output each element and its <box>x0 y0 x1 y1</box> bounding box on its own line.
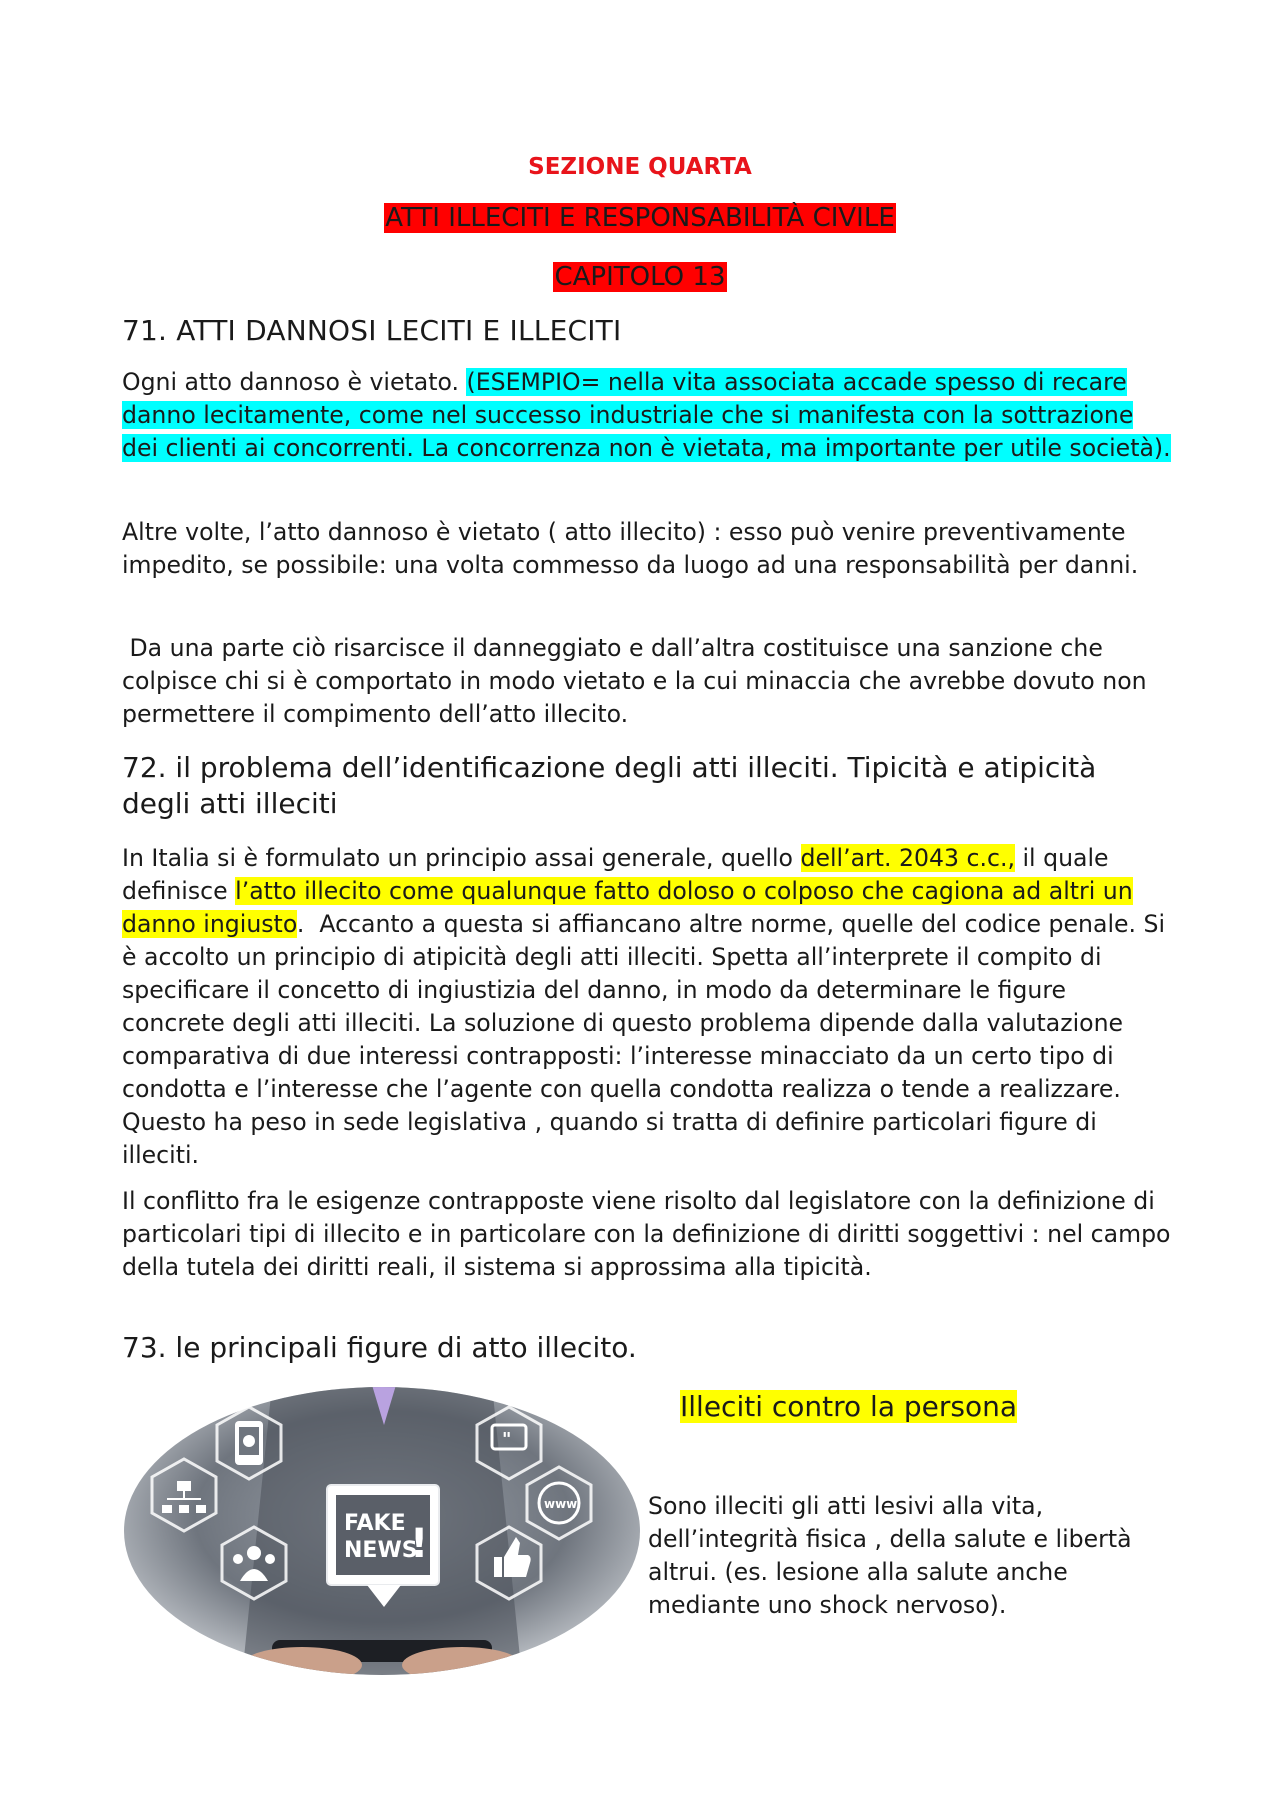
p72-c: . Accanto a questa si affiancano altre norme, quelle del codice penale. Si è accolto un principio di atipicità degli atti illeciti. Spetta all’interprete il compito di specificare il concetto di ingiustizia del danno, in modo da determinare le figure concrete degli atti illeciti. La soluzione di questo problema dipende dalla valutazione comparativa di due interessi contrapposti: l’interesse minacciato da un certo tipo di condotta e l’interesse che l’agente con quella condotta realizza o tende a realizzare. Questo ha peso in sede legislativa , quando si tratta di definire particolari figure di illeciti. <box>122 910 1173 1169</box>
fake-label: FAKE <box>344 1511 406 1536</box>
p72-a: In Italia si è formulato un principio assai generale, quello <box>122 844 801 872</box>
fake-news-illustration <box>122 1385 642 1677</box>
paragraph-71-3-text: Da una parte ciò risarcisce il danneggiato e dall’altra costituisce una sanzione che colpisce chi si è comportato in modo vietato e la cui minaccia che avrebbe dovuto non permettere il compimento dell’atto illecito. <box>122 634 1155 728</box>
heading-73-text: 73. le principali figure di atto illecito. <box>122 1331 637 1364</box>
article-reference-highlight: dell’art. 2043 c.c., <box>800 844 1015 872</box>
exclamation-icon: ! <box>410 1521 429 1567</box>
chapter-title <box>0 262 1280 292</box>
fake-news-image <box>122 1385 642 1677</box>
main-title <box>0 203 1280 233</box>
heading-72-text: 72. il problema dell’identificazione degli atti illeciti. Tipicità e atipicità degli atti illeciti <box>122 751 1097 820</box>
paragraph-71-2 <box>122 516 1172 582</box>
example-highlight: (ESEMPIO= nella vita associata accade spesso di recare danno lecitamente, come nel successo industriale che si manifesta con la sottrazione dei clienti ai concorrenti. La concorrenza non è vietata, ma importante per utile società). <box>122 368 1171 462</box>
paragraph-72-2 <box>122 1185 1172 1284</box>
heading-73 <box>122 1330 1172 1366</box>
news-label: NEWS <box>344 1538 418 1563</box>
subheading-persona-text: Illeciti contro la persona <box>680 1390 1018 1423</box>
paragraph-72-2-text: Il conflitto fra le esigenze contrapposte viene risolto dal legislatore con la definizione di particolari tipi di illecito e in particolare con la definizione di diritti soggettivi : nel campo della tutela dei diritti reali, il sistema si approssima alla tipicità. <box>122 1187 1171 1281</box>
heading-71: 71. ATTI DANNOSI LECITI E ILLECITI <box>122 314 622 347</box>
definition-highlight: l’atto illecito come qualunque fatto doloso o colposo che cagiona ad altri un danno ingiusto <box>122 877 1133 938</box>
p72-b: il quale definisce <box>122 844 1109 905</box>
paragraph-71-1 <box>122 366 1172 465</box>
paragraph-71-3 <box>122 632 1172 731</box>
heading-72 <box>122 750 1172 822</box>
www-label: www <box>544 1497 578 1511</box>
paragraph-71-2-text: Altre volte, l’atto dannoso è vietato ( atto illecito) : esso può venire preventivamente impedito, se possibile: una volta commesso da luogo ad una responsabilità per danni. <box>122 518 1139 579</box>
paragraph-71-1-plain: Ogni atto dannoso è vietato. <box>122 368 467 396</box>
chapter-title-text: CAPITOLO 13 <box>554 262 726 292</box>
persona-description: Sono illeciti gli atti lesivi alla vita, dell’integrità fisica , della salute e libertà altrui. (es. lesione alla salute anche mediante uno shock nervoso). <box>648 1492 1132 1619</box>
main-title-text: ATTI ILLECITI E RESPONSABILITÀ CIVILE <box>385 203 895 233</box>
svg-text:": " <box>502 1429 512 1450</box>
chat-phone-icon <box>235 1421 263 1465</box>
paragraph-72-1 <box>122 842 1172 1172</box>
subheading-persona <box>680 1390 1017 1423</box>
section-title: SEZIONE QUARTA <box>528 154 752 180</box>
